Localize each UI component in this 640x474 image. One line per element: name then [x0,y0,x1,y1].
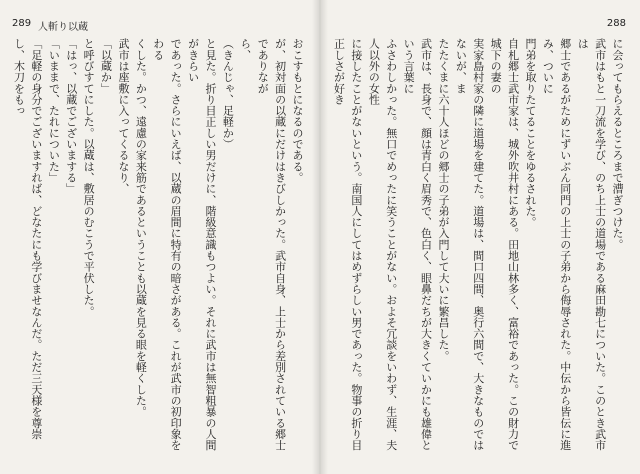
text-line: ら、 [238,38,252,61]
text-line: に接したことがないという。南国人にしてはめずらしい男であった。物事の折り目正しさが好き [332,38,363,451]
text-line: 武市はもと一刀流を学び、のち上士の道場である麻田勘七についた。このとき武市は [576,38,607,451]
running-title: 人斬り以蔵 [38,22,88,33]
text-line: たたくまに六十人ほどの郷士の子弟が入門して大いに繁昌した。 [436,38,450,362]
text-line: 「いままで、たれについた」 [47,38,61,183]
text-line: 自札郷士武市家は、城外吹井村にある。田地山林多く、富裕であった。この財力で城下の妻の [489,38,520,451]
text-line: が、初対面の以蔵にだけはきびしかった。武市自身、上士から差別されている郷士でありなが [256,38,287,451]
text-line: 郷士であるがためにずいぶん同門の上士の子弟から侮辱された。中伝から皆伝に進み、ついに [541,38,572,451]
text-line: ふさわしかった。無口でめったに笑うことがない。およそ冗談をいわず、生涯、夫人以外の女性 [367,38,398,451]
text-line: 武市は、長身で、顔は青白く眉秀で、色白く、眼鼻だちが大きくていかにも雄偉という言葉に [402,38,433,451]
right-page-text [332,38,626,458]
text-line: 「足軽の身分でございますれば、どなたにも学びませなんだ。ただ三天様を尊崇し、木刀をもっ [12,38,43,440]
left-page-number: 289 [12,18,32,29]
text-line: 武市は座敷に入ってくるなり、 [116,38,130,195]
text-line: 門弟を取りたてることをゆるされた。 [523,38,537,228]
left-page [0,0,318,474]
text-line: おこすもとになるのである。 [291,38,304,183]
text-line: くした。かつ、遠慮の家来筋であるということも以蔵を見る眼を軽くした。 [134,38,148,418]
right-page-number: 288 [606,18,626,29]
text-line: であった。さらにいえば、以蔵の眉間に特有の暗さがある。これが武市の初印象をわる [151,38,183,451]
text-line: 「以蔵か」 [99,38,113,94]
right-page [322,0,640,474]
text-line: に会ってもらえるところまで漕ぎつけた。 [611,38,624,250]
left-page-text [12,38,306,458]
text-line: と呼びすてにした。以蔵は、敷居のむこうで平伏した。 [82,38,96,317]
text-line: 実家島村家の隣に道場を建てた。道場は、間口四間、奥行六間で、大きなものではないが、ま [454,38,485,451]
text-line: と見た。折り目正しい男だけに、階級意識もつよい。それに武市は無智粗暴の人間がきらい [186,38,217,451]
text-line: 「はっ、以蔵でございまする」 [64,38,78,195]
text-line: （きんじゃ、足軽か） [221,38,235,150]
